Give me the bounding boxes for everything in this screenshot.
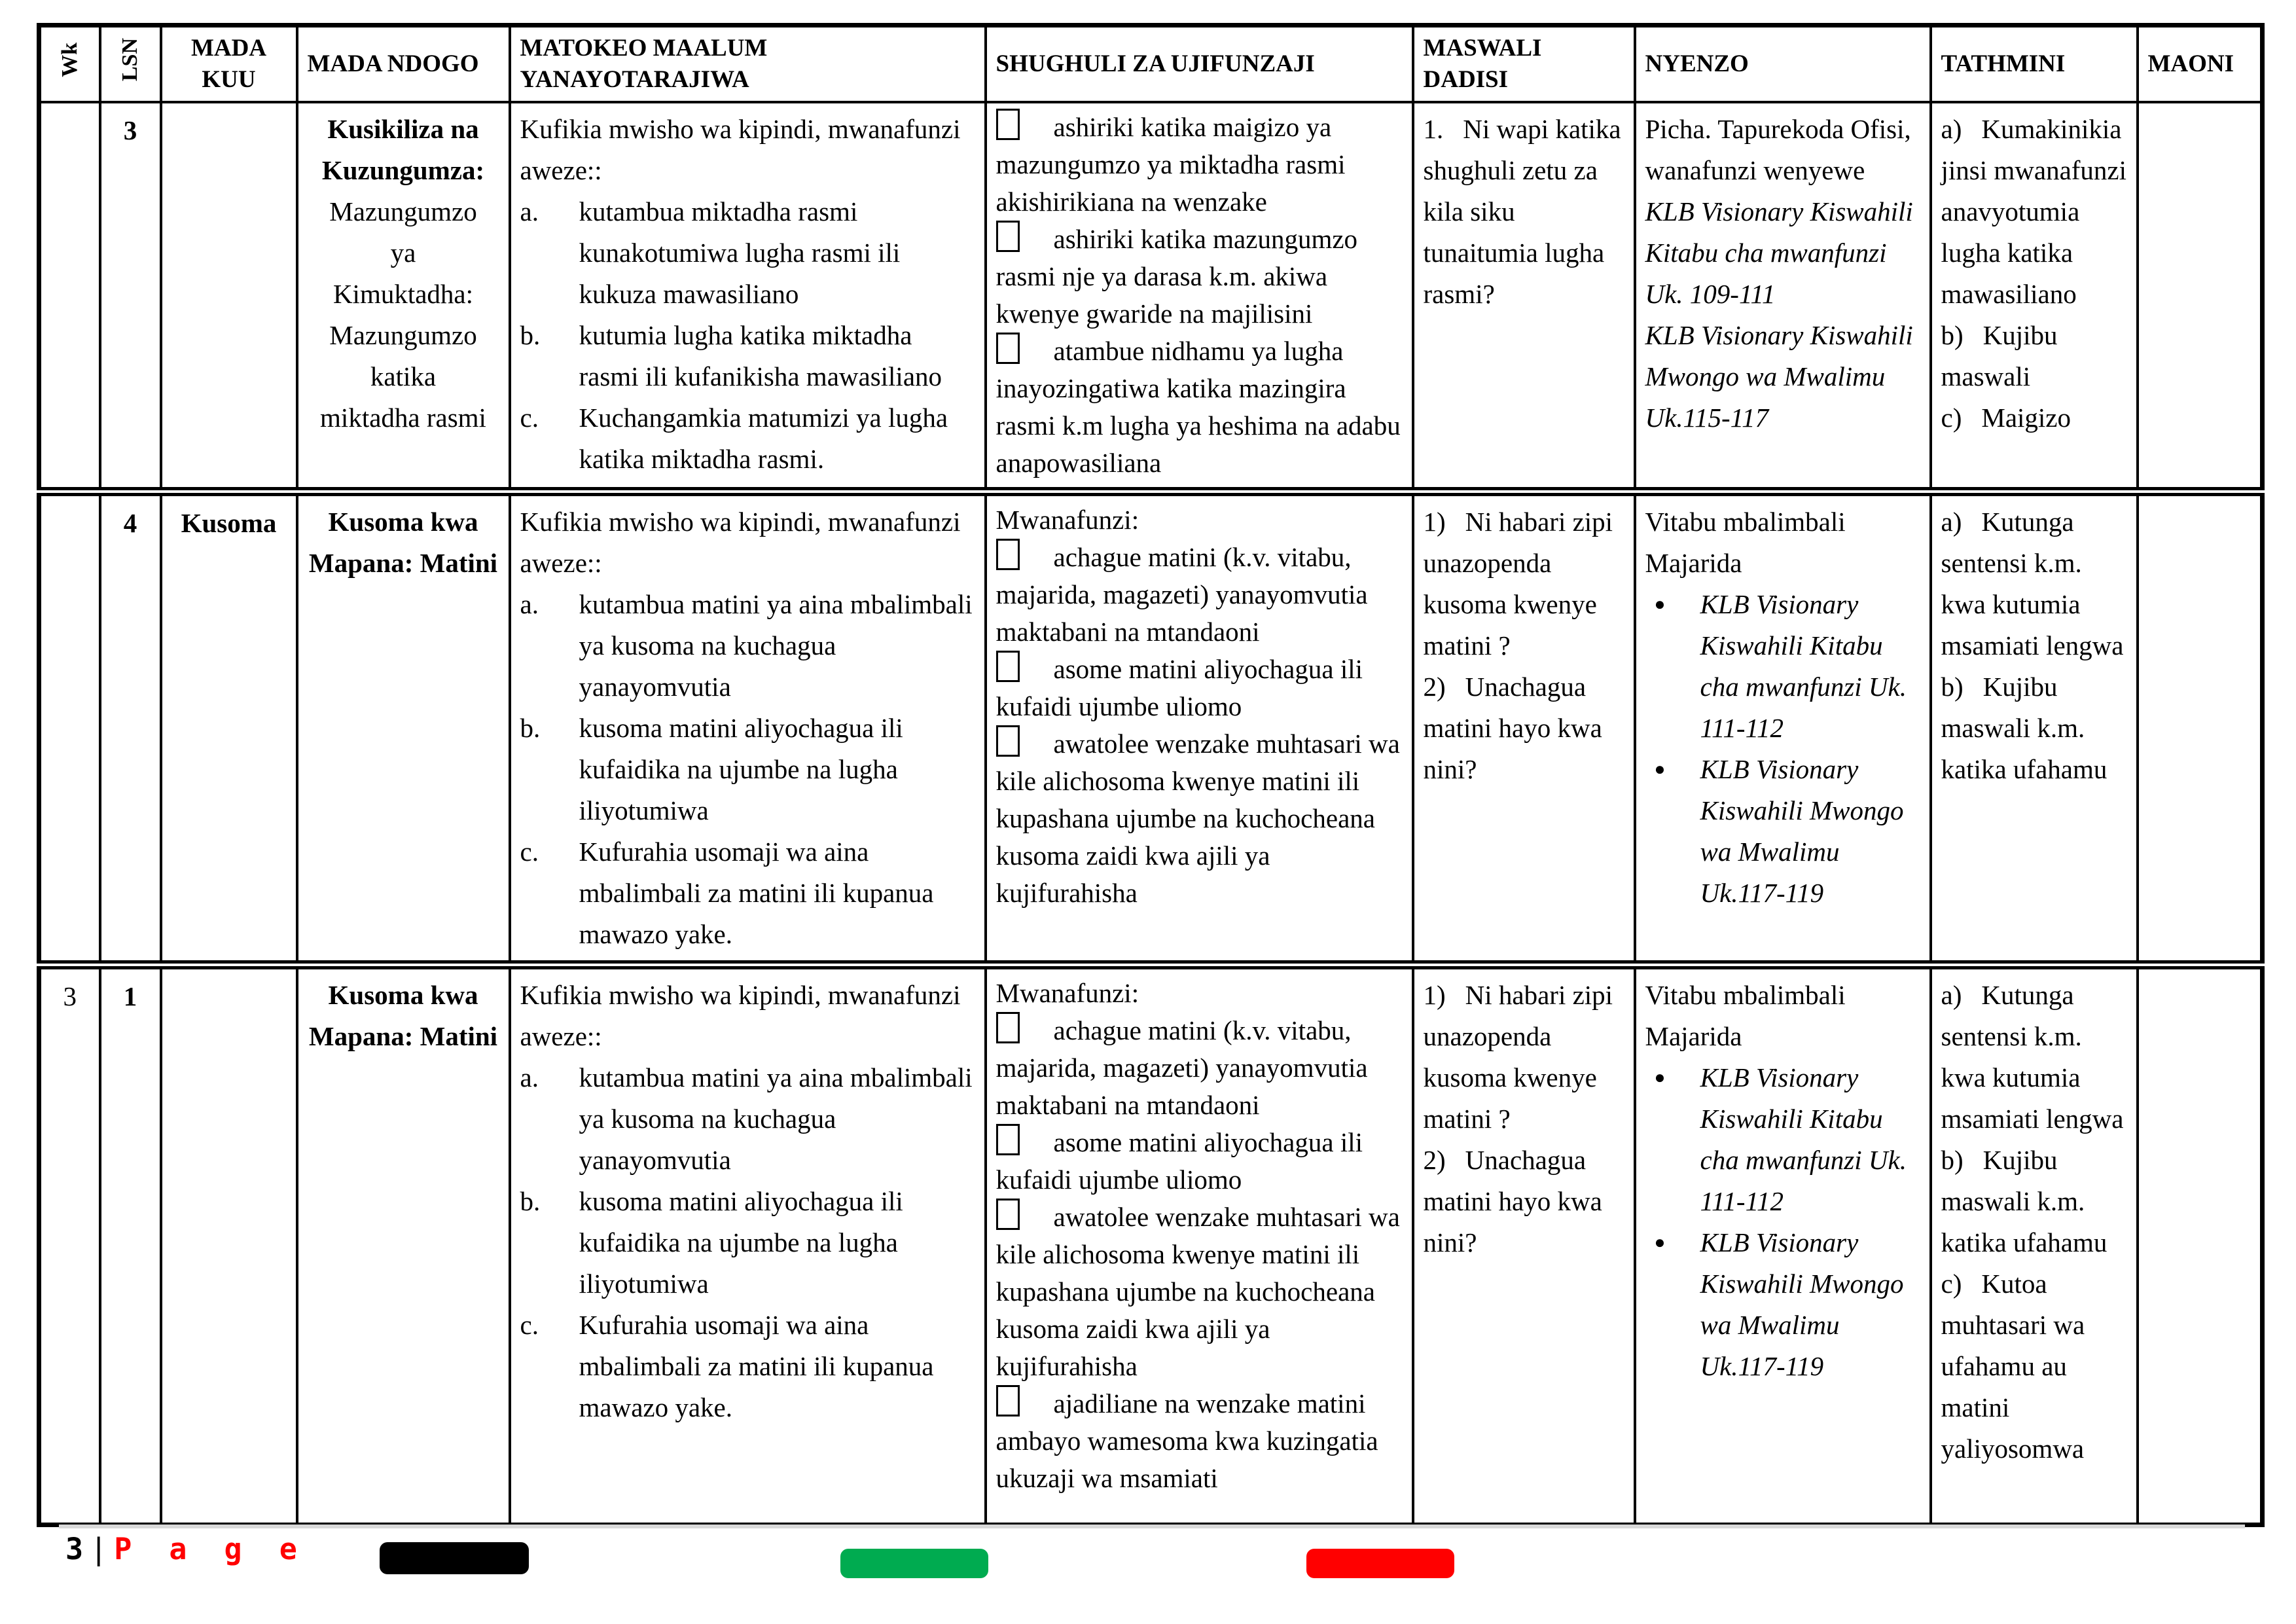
list-item [1941,1140,2127,1263]
list-marker: c. [520,1310,539,1340]
cell-nyenzo [1635,492,1931,965]
bullet-icon: ● [1654,1233,1666,1253]
mada-ndogo-line: Kimuktadha: [332,279,474,309]
list-item [1941,1263,2127,1470]
cell-shughuli [986,965,1413,1525]
cell-wk: 3 [39,965,100,1525]
list-marker: a) [1941,114,1962,144]
list-item [520,397,975,480]
mada-ndogo-line: ya [390,238,416,268]
list-item [520,584,975,708]
list-item [1645,749,1920,914]
list-item-text: ashiriki katika maigizo ya mazungumzo ya miktadha rasmi akishirikiana na wenzake [996,112,1346,217]
bullet-icon: ● [1654,759,1666,780]
list-item [996,1199,1403,1385]
list-item-text: Kufurahia usomaji wa aina mbalimbali za matini ili kupanua mawazo yake. [579,1310,934,1422]
column-header-tathmini: TATHMINI [1931,26,2138,103]
list-marker: c) [1941,403,1962,433]
list-marker: a. [520,196,539,226]
black-redaction-bar [380,1542,529,1574]
list-marker: a) [1941,507,1962,537]
page-footer [65,1532,307,1566]
page-label: P a g e [114,1532,307,1566]
list-item [520,708,975,831]
checkbox-icon [996,725,1020,757]
column-header-mada-ndogo: MADA NDOGO [297,26,510,103]
list-item-text: Kujibu maswali k.m. katika ufahamu [1941,672,2108,784]
list-item-text: Unachagua matini hayo kwa nini? [1423,1145,1602,1257]
list-marker: b. [520,713,541,743]
mada-ndogo-line: katika [370,361,437,391]
column-header-maoni: MAONI [2138,26,2263,103]
list-marker: 1. [1423,114,1444,144]
list-item-text: Kutunga sentensi k.m. kwa kutumia msamiati lengwa [1941,507,2124,660]
shughuli-intro: Mwanafunzi: [996,505,1139,535]
mada-ndogo-title: Kusoma kwa Mapana: Matini [308,507,498,578]
list-item-text: Kufurahia usomaji wa aina mbalimbali za matini ili kupanua mawazo yake. [579,837,934,949]
list-item [1424,109,1624,315]
checkbox-icon [996,333,1020,364]
checkbox-icon [996,221,1020,252]
cell-tathmini [1931,965,2138,1525]
cell-nyenzo [1635,102,1931,492]
mada-ndogo-line: Mazungumzo [329,196,477,226]
list-item [1424,501,1624,666]
green-highlight-bar [840,1549,988,1578]
book-reference: KLB Visionary Kiswahili Kitabu cha mwanfunzi Uk. 111-112 [1700,589,1907,743]
column-header-maswali: MASWALI DADISI [1413,26,1635,103]
list-item [996,109,1403,221]
column-header-mada-kuu: MADA KUU [161,26,297,103]
cell-matokeo [510,102,986,492]
nyenzo-intro: Picha. Tapurekoda Ofisi, wanafunzi wenyewe [1645,114,1911,185]
cell-lsn: 3 [100,102,161,492]
list-item-text: Kutoa muhtasari wa ufahamu au matini yaliyosomwa [1941,1269,2085,1464]
cell-maoni [2138,102,2263,492]
list-item [1941,501,2127,666]
list-item-text: Kujibu maswali k.m. katika ufahamu [1941,1145,2108,1257]
list-item [1941,975,2127,1140]
book-reference: KLB Visionary Kiswahili Kitabu cha mwanfunzi Uk. 109-111 [1645,196,1913,309]
column-header-shughuli: SHUGHULI ZA UJIFUNZAJI [986,26,1413,103]
list-marker: a) [1941,980,1962,1010]
cell-tathmini [1931,102,2138,492]
list-item [520,315,975,397]
red-highlight-bar [1306,1549,1454,1578]
list-item [520,191,975,315]
list-item-text: achague matini (k.v. vitabu, majarida, magazeti) yanayomvutia maktabani na mtandaoni [996,542,1368,647]
list-item [1941,109,2127,315]
cell-tathmini [1931,492,2138,965]
cell-maswali [1413,102,1635,492]
cell-maswali [1413,492,1635,965]
checkbox-icon [996,539,1020,570]
cell-mada-ndogo [297,102,510,492]
table-row [39,102,2263,492]
bullet-icon: ● [1654,1068,1666,1088]
list-item-text: kutambua matini ya aina mbalimbali ya kusoma na kuchagua yanayomvutia [579,589,973,702]
checkbox-icon [996,1199,1020,1230]
list-item-text: ajadiliane na wenzake matini ambayo wamesoma kwa kuzingatia ukuzaji wa msamiati [996,1388,1378,1493]
cell-matokeo [510,965,986,1525]
list-item [1941,315,2127,397]
list-marker: 2) [1423,672,1446,702]
header-row [39,26,2263,103]
list-item [1645,1222,1920,1387]
list-marker: c) [1941,1269,1962,1299]
list-item-text: Kumakinikia jinsi mwanafunzi anavyotumia lugha katika mawasiliano [1941,114,2127,309]
list-item [1645,584,1920,749]
list-marker: c. [520,837,539,867]
column-header-lsn-label: LSN [118,38,142,82]
bullet-icon: ● [1654,594,1666,615]
cell-shughuli [986,102,1413,492]
footer-divider [59,1525,2245,1528]
column-header-wk-label: Wk [57,43,82,77]
checkbox-icon [996,1385,1020,1416]
cell-mada-ndogo [297,965,510,1525]
list-marker: b) [1941,320,1964,350]
list-item-text: Kutunga sentensi k.m. kwa kutumia msamiati lengwa [1941,980,2124,1134]
list-item-text: Ni habari zipi unazopenda kusoma kwenye matini ? [1423,507,1613,660]
list-item-text: kutambua miktadha rasmi kunakotumiwa lugha rasmi ili kukuza mawasiliano [579,196,901,309]
cell-maswali [1413,965,1635,1525]
cell-mada-kuu [161,102,297,492]
checkbox-icon [996,651,1020,682]
list-item-text: Ni habari zipi unazopenda kusoma kwenye matini ? [1423,980,1613,1134]
list-item [996,333,1403,482]
list-item-text: kusoma matini aliyochagua ili kufaidika na ujumbe na lugha iliyotumiwa [579,713,903,825]
mada-ndogo-line: Mazungumzo [329,320,477,350]
cell-matokeo [510,492,986,965]
list-item-text: awatolee wenzake muhtasari wa kile alichosoma kwenye matini ili kupashana ujumbe na kuchocheana kusoma zaidi kwa ajili ya kujifurahisha [996,729,1400,908]
list-item-text: awatolee wenzake muhtasari wa kile alichosoma kwenye matini ili kupashana ujumbe na kuchocheana kusoma zaidi kwa ajili ya kujifurahisha [996,1202,1400,1381]
list-marker: a. [520,1062,539,1092]
list-item-text: Kuchangamkia matumizi ya lugha katika miktadha rasmi. [579,403,948,474]
table-row [39,965,2263,1525]
cell-lsn: 4 [100,492,161,965]
mada-ndogo-title: Kusoma kwa Mapana: Matini [308,980,498,1051]
matokeo-intro: Kufikia mwisho wa kipindi, mwanafunzi aweze:: [520,980,961,1051]
list-item [996,1124,1403,1199]
list-marker: c. [520,403,539,433]
list-item-text: Kujibu maswali [1941,320,2058,391]
cell-maoni [2138,965,2263,1525]
list-item [996,539,1403,651]
cell-mada-kuu [161,965,297,1525]
list-marker: b. [520,1186,541,1216]
cell-wk [39,492,100,965]
list-marker: b) [1941,672,1964,702]
list-item [996,651,1403,725]
book-reference: KLB Visionary Kiswahili Mwongo wa Mwalimu Uk.117-119 [1700,754,1904,908]
book-reference: KLB Visionary Kiswahili Kitabu cha mwanfunzi Uk. 111-112 [1700,1062,1907,1216]
list-item-text: atambue nidhamu ya lugha inayozingatiwa katika mazingira rasmi k.m lugha ya heshima na adabu anapowasiliana [996,336,1401,478]
cell-lsn: 1 [100,965,161,1525]
list-item [1941,397,2127,439]
list-item-text: Unachagua matini hayo kwa nini? [1423,672,1602,784]
scheme-of-work-table [37,23,2265,1527]
list-marker: b) [1941,1145,1964,1175]
list-item [1941,666,2127,790]
matokeo-intro: Kufikia mwisho wa kipindi, mwanafunzi aweze:: [520,114,961,185]
list-marker: 1) [1423,980,1446,1010]
list-item-text: kutambua matini ya aina mbalimbali ya kusoma na kuchagua yanayomvutia [579,1062,973,1175]
column-header-wk [39,26,100,103]
book-reference: KLB Visionary Kiswahili Mwongo wa Mwalimu Uk.117-119 [1700,1227,1904,1381]
cell-shughuli [986,492,1413,965]
list-item [996,725,1403,912]
checkbox-icon [996,1124,1020,1155]
shughuli-intro: Mwanafunzi: [996,978,1139,1008]
page-number: 3 [65,1532,85,1566]
mada-ndogo-line: miktadha rasmi [320,403,486,433]
list-item [996,221,1403,333]
list-marker: a. [520,589,539,619]
book-reference: KLB Visionary Kiswahili Mwongo wa Mwalimu Uk.115-117 [1645,320,1913,433]
list-marker: 2) [1423,1145,1446,1175]
list-item-text: asome matini aliyochagua ili kufaidi ujumbe uliomo [996,654,1363,721]
list-item-text: kusoma matini aliyochagua ili kufaidika na ujumbe na lugha iliyotumiwa [579,1186,903,1299]
list-item [520,1057,975,1181]
column-header-lsn [100,26,161,103]
list-item-text: kutumia lugha katika miktadha rasmi ili kufanikisha mawasiliano [579,320,942,391]
checkbox-icon [996,109,1020,140]
list-item-text: ashiriki katika mazungumzo rasmi nje ya darasa k.m. akiwa kwenye gwaride na majilisini [996,224,1358,329]
list-item [520,831,975,955]
nyenzo-intro: Vitabu mbalimbali Majarida [1645,507,1846,578]
list-item [1424,1140,1624,1263]
list-item [520,1305,975,1428]
list-item [1424,975,1624,1140]
list-item-text: achague matini (k.v. vitabu, majarida, magazeti) yanayomvutia maktabani na mtandaoni [996,1015,1368,1120]
cell-mada-kuu: Kusoma [161,492,297,965]
list-item-text: Ni wapi katika shughuli zetu za kila siku tunaitumia lugha rasmi? [1423,114,1621,309]
list-item-text: asome matini aliyochagua ili kufaidi ujumbe uliomo [996,1127,1363,1195]
list-item [996,1012,1403,1124]
list-item [520,1181,975,1305]
column-header-matokeo: MATOKEO MAALUM YANAYOTARAJIWA [510,26,986,103]
list-marker: 1) [1423,507,1446,537]
list-item [1645,1057,1920,1222]
list-marker: b. [520,320,541,350]
mada-ndogo-title: Kusikiliza na Kuzungumza: [321,114,485,185]
list-item [1424,666,1624,790]
column-header-nyenzo: NYENZO [1635,26,1931,103]
list-item-text: Maigizo [1981,403,2071,433]
matokeo-intro: Kufikia mwisho wa kipindi, mwanafunzi aweze:: [520,507,961,578]
cell-mada-ndogo [297,492,510,965]
nyenzo-intro: Vitabu mbalimbali Majarida [1645,980,1846,1051]
footer-separator: | [90,1532,109,1566]
checkbox-icon [996,1012,1020,1043]
cell-wk [39,102,100,492]
cell-nyenzo [1635,965,1931,1525]
list-item [996,1385,1403,1497]
cell-maoni [2138,492,2263,965]
table-row [39,492,2263,965]
